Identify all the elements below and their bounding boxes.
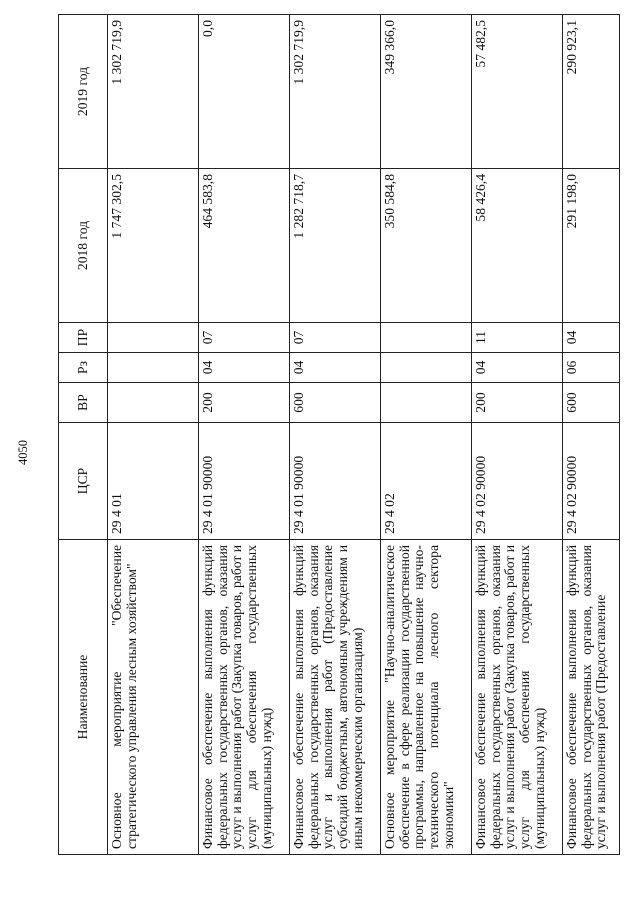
row-name: Финансовое обеспечение выполнения функций федеральных государственных органов, оказания услуг и выполнения работ (Закупка товаров, работ и услуг для обеспечения государственных (муниципальных) нужд) [472,540,563,855]
header-pr: ПР [59,323,108,353]
row-vr: 600 [563,383,620,423]
row-year-2019: 1 302 719,9 [290,15,381,169]
budget-table [58,14,620,855]
row-year-2018: 350 584,8 [381,169,472,323]
row-vr: 200 [199,383,290,423]
row-csr: 29 4 01 90000 [290,423,381,540]
row-name: Финансовое обеспечение выполнения функций федеральных государственных органов, оказания услуг и выполнения работ (Закупка товаров, работ и услуг для обеспечения государственных (муниципальных) нужд) [199,540,290,855]
row-rz: 04 [472,353,563,383]
row-name: Финансовое обеспечение выполнения функций федеральных государственных органов, оказания услуг и выполнения работ (Предоставление [563,540,620,855]
table-row [472,15,563,855]
row-csr: 29 4 02 [381,423,472,540]
row-year-2018: 464 583,8 [199,169,290,323]
row-year-2019: 0,0 [199,15,290,169]
header-year-2019: 2019 год [59,15,108,169]
row-pr [108,323,199,353]
row-year-2018: 58 426,4 [472,169,563,323]
table-row [290,15,381,855]
row-csr: 29 4 01 90000 [199,423,290,540]
row-year-2018: 1 747 302,5 [108,169,199,323]
row-name: Финансовое обеспечение выполнения функций федеральных государственных органов, оказания услуг и выполнения работ (Предоставление субсидий бюджетным, автономным учреждениям и иным некоммерческим организациям) [290,540,381,855]
row-csr: 29 4 01 [108,423,199,540]
row-vr: 600 [290,383,381,423]
row-csr: 29 4 02 90000 [472,423,563,540]
header-name: Наименование [59,540,108,855]
header-csr: ЦСР [59,423,108,540]
row-vr [108,383,199,423]
table-row [381,15,472,855]
row-pr: 04 [563,323,620,353]
table-row [108,15,199,855]
row-pr: 11 [472,323,563,353]
row-vr [381,383,472,423]
row-pr: 07 [199,323,290,353]
header-vr: ВР [59,383,108,423]
row-year-2019: 349 366,0 [381,15,472,169]
row-name: Основное мероприятие "Научно-аналитическое обеспечение в сфере реализации государственной программы, направленное на повышение научно-технического потенциала лесного сектора экономики" [381,540,472,855]
row-rz: 06 [563,353,620,383]
table-header-row [59,15,108,855]
row-rz: 04 [199,353,290,383]
row-vr: 200 [472,383,563,423]
row-year-2018: 291 198,0 [563,169,620,323]
row-pr [381,323,472,353]
row-csr: 29 4 02 90000 [563,423,620,540]
row-rz [108,353,199,383]
row-year-2019: 290 923,1 [563,15,620,169]
page-number: 4050 [16,440,30,465]
header-rz: Рз [59,353,108,383]
row-name: Основное мероприятие "Обеспечение стратегического управления лесным хозяйством" [108,540,199,855]
row-year-2019: 1 302 719,9 [108,15,199,169]
row-year-2019: 57 482,5 [472,15,563,169]
row-year-2018: 1 282 718,7 [290,169,381,323]
row-rz [381,353,472,383]
table-row [563,15,620,855]
row-rz: 04 [290,353,381,383]
table-row [199,15,290,855]
header-year-2018: 2018 год [59,169,108,323]
row-pr: 07 [290,323,381,353]
rotated-table-sheet [58,15,609,855]
